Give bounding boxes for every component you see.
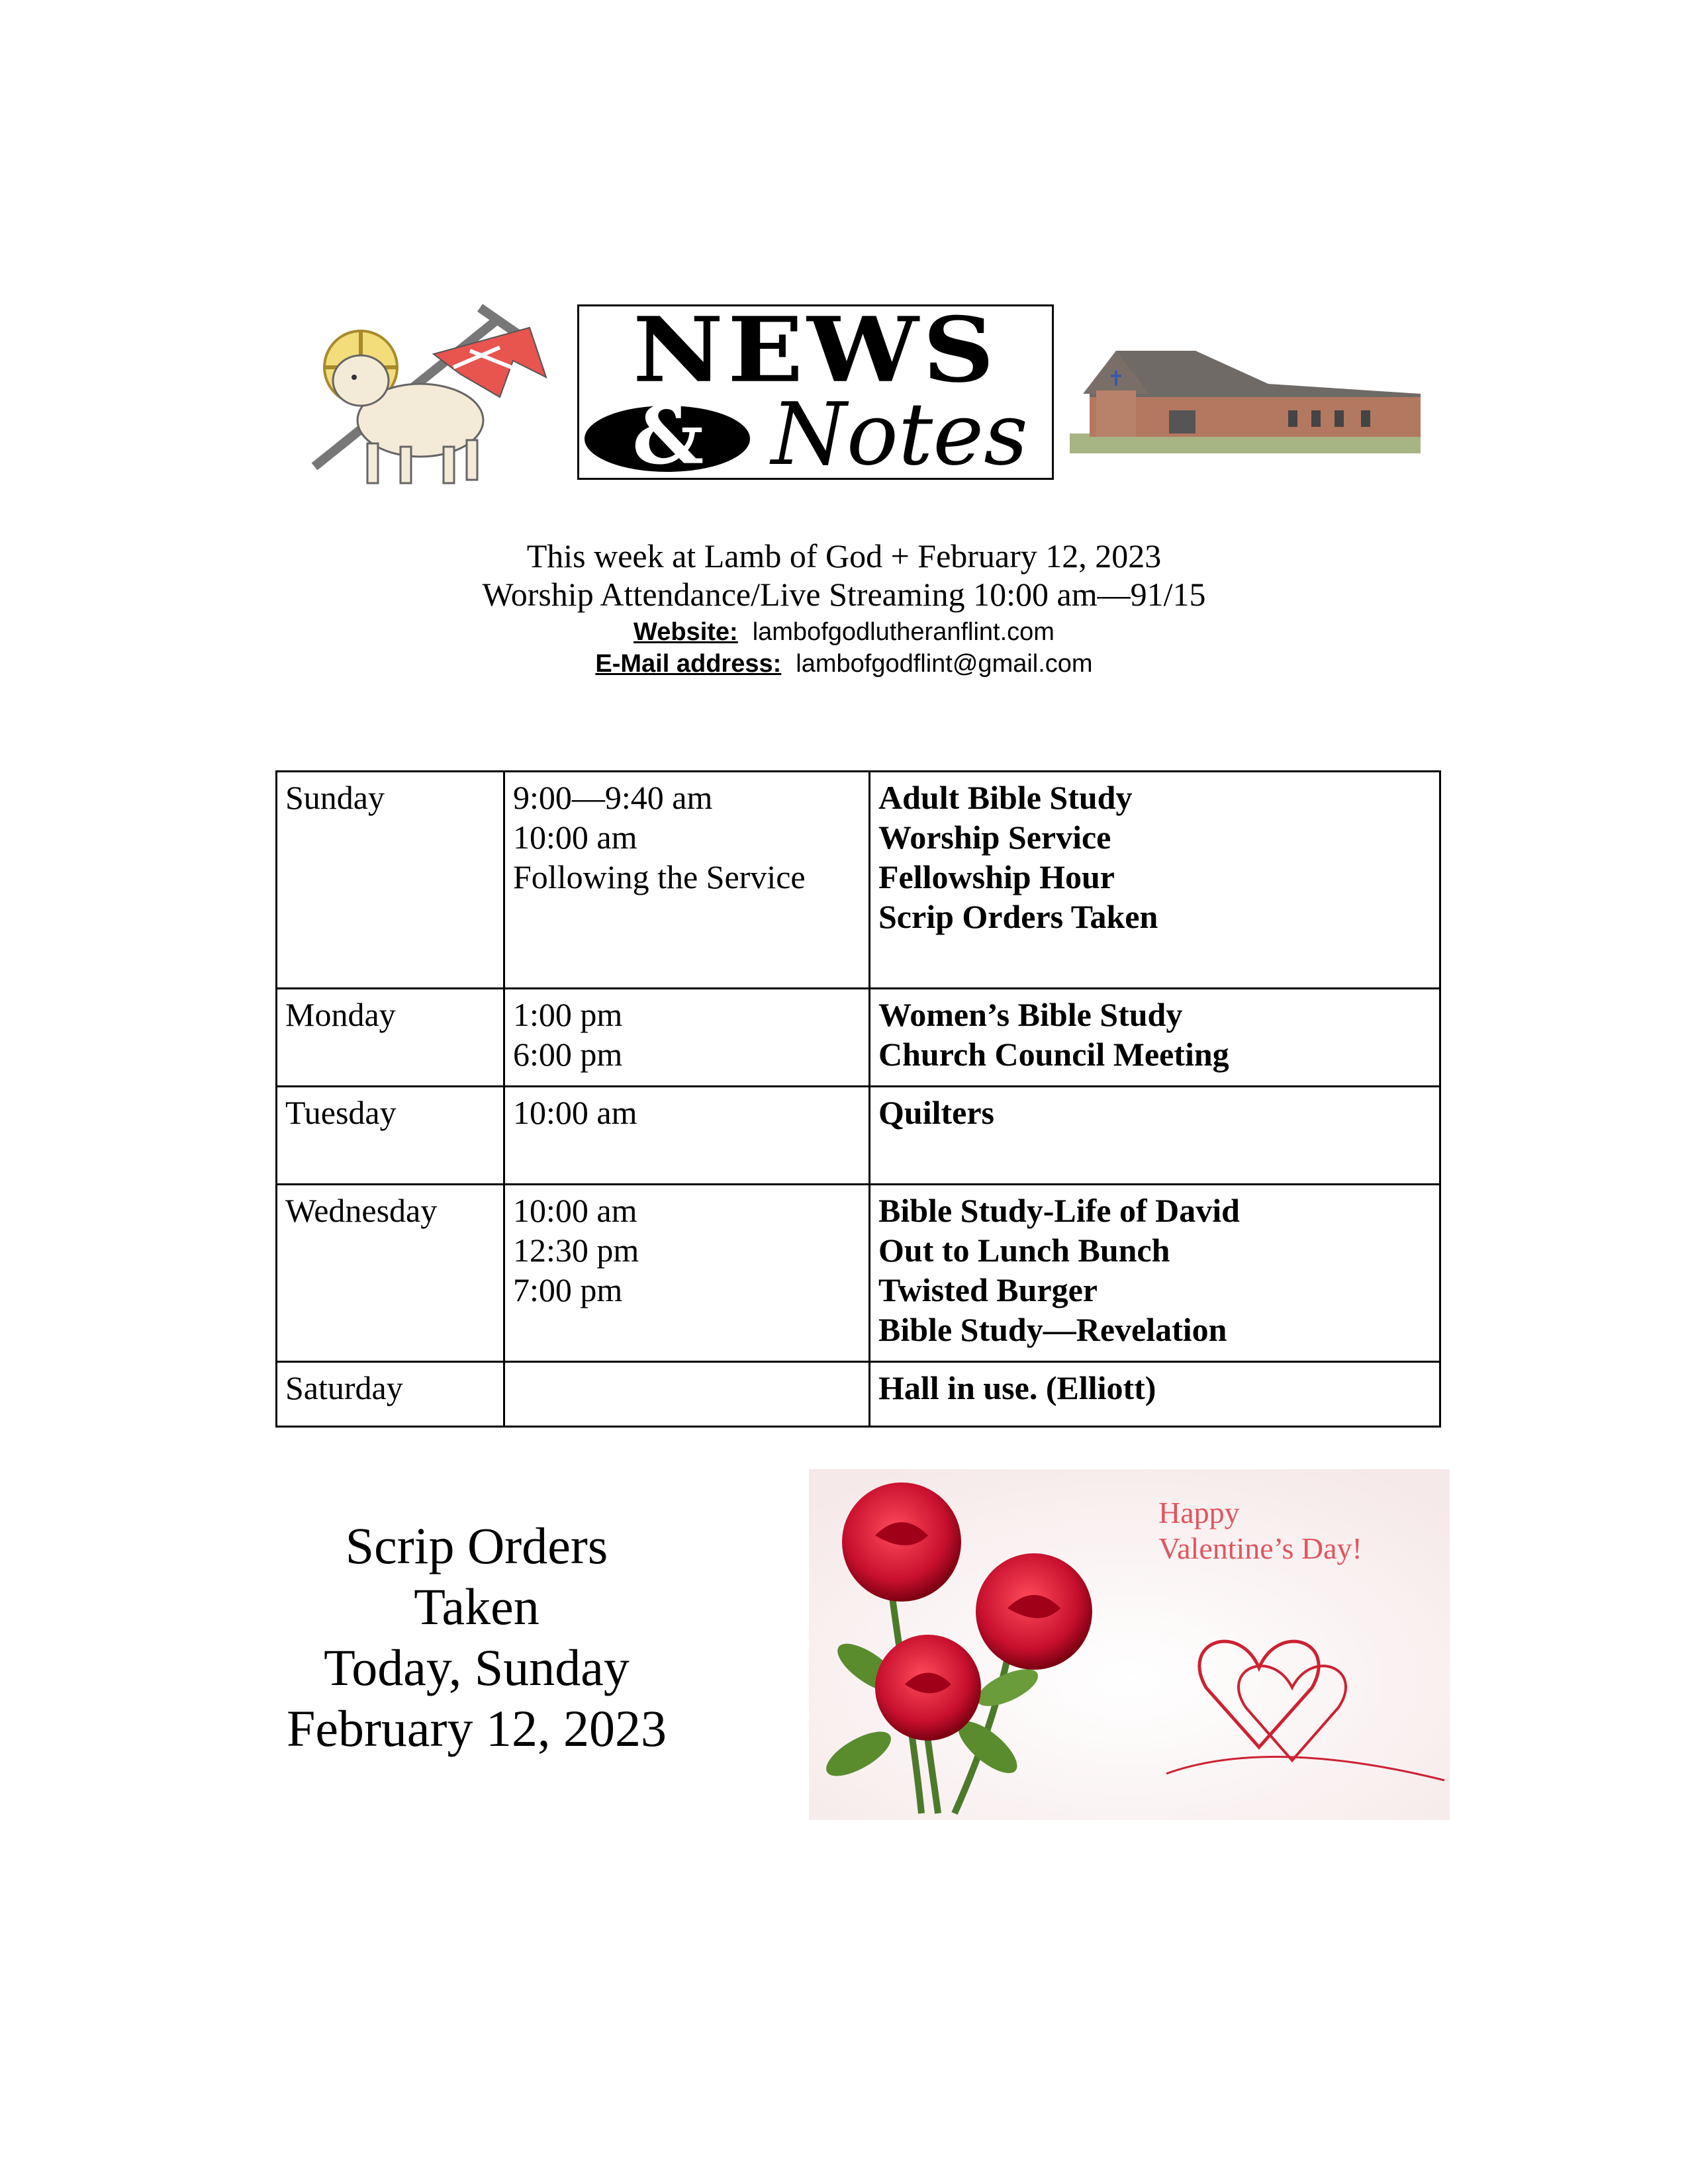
table-row (277, 1087, 1440, 1185)
day-cell: Sunday (277, 772, 504, 989)
website-label: Website: (633, 618, 738, 646)
table-row (277, 989, 1440, 1087)
event-entry: Adult Bible Study (878, 779, 1133, 816)
lamb-of-god-logo-image (301, 291, 566, 490)
time-cell (504, 772, 870, 989)
scrip-orders-notice (271, 1516, 682, 1759)
email-label: E-Mail address: (595, 650, 782, 678)
scrip-line: Taken (414, 1578, 539, 1635)
event-entry: Worship Service (878, 819, 1111, 856)
event-cell (870, 1185, 1440, 1362)
event-cell (870, 772, 1440, 989)
time-entry: 10:00 am (513, 1192, 637, 1229)
time-cell (504, 989, 870, 1087)
attendance-line: Worship Attendance/Live Streaming 10:00 am—91/15 (482, 576, 1206, 613)
event-entry: Church Council Meeting (878, 1036, 1229, 1073)
valentine-roses-image (809, 1469, 1450, 1820)
time-cell (504, 1185, 870, 1362)
table-row (277, 772, 1440, 989)
event-entry: Bible Study—Revelation (878, 1311, 1227, 1348)
scrip-line: Scrip Orders (345, 1517, 608, 1574)
website-link[interactable]: lambofgodlutheranflint.com (752, 618, 1055, 646)
table-row (277, 1362, 1440, 1427)
email-link[interactable]: lambofgodflint@gmail.com (796, 650, 1093, 678)
day-cell: Tuesday (277, 1087, 504, 1185)
scrip-line: Today, Sunday (324, 1639, 630, 1696)
roses-illustration (809, 1469, 1450, 1820)
event-cell (870, 989, 1440, 1087)
event-entry: Women’s Bible Study (878, 996, 1183, 1033)
masthead-notes-text: Notes (771, 384, 1028, 480)
time-entry: 12:30 pm (513, 1232, 639, 1269)
news-and-notes-masthead (577, 304, 1054, 480)
event-entry: Hall in use. (Elliott) (878, 1369, 1156, 1406)
event-cell (870, 1362, 1440, 1427)
valentine-text-day: Valentine’s Day! (1158, 1531, 1362, 1565)
day-cell: Saturday (277, 1362, 504, 1427)
day-cell: Wednesday (277, 1185, 504, 1362)
masthead-ampersand-text: & (632, 389, 704, 480)
event-entry: Quilters (878, 1094, 994, 1131)
event-entry: Fellowship Hour (878, 858, 1115, 895)
time-entry: Following the Service (513, 858, 806, 895)
time-cell (504, 1087, 870, 1185)
event-entry: Bible Study-Life of David (878, 1192, 1240, 1229)
time-entry: 10:00 am (513, 1094, 637, 1131)
scrip-line: February 12, 2023 (286, 1700, 667, 1757)
time-entry: 7:00 pm (513, 1271, 623, 1308)
email-line (0, 649, 1688, 679)
event-entry: Out to Lunch Bunch (878, 1232, 1170, 1269)
event-cell (870, 1087, 1440, 1185)
masthead-news-text: NEWS (632, 304, 999, 403)
time-entry: 6:00 pm (513, 1036, 623, 1073)
weekly-schedule-table (275, 770, 1441, 1428)
church-building-photo (1070, 347, 1421, 453)
time-entry: 9:00—9:40 am (513, 779, 713, 816)
time-entry: 1:00 pm (513, 996, 623, 1033)
valentine-text-happy: Happy (1158, 1496, 1240, 1529)
day-cell: Monday (277, 989, 504, 1087)
time-cell (504, 1362, 870, 1427)
week-date-line: This week at Lamb of God + February 12, 2023 (526, 537, 1162, 574)
event-entry: Scrip Orders Taken (878, 898, 1158, 935)
website-line (0, 617, 1688, 647)
table-row (277, 1185, 1440, 1362)
event-entry: Twisted Burger (878, 1271, 1098, 1308)
time-entry: 10:00 am (513, 819, 637, 856)
